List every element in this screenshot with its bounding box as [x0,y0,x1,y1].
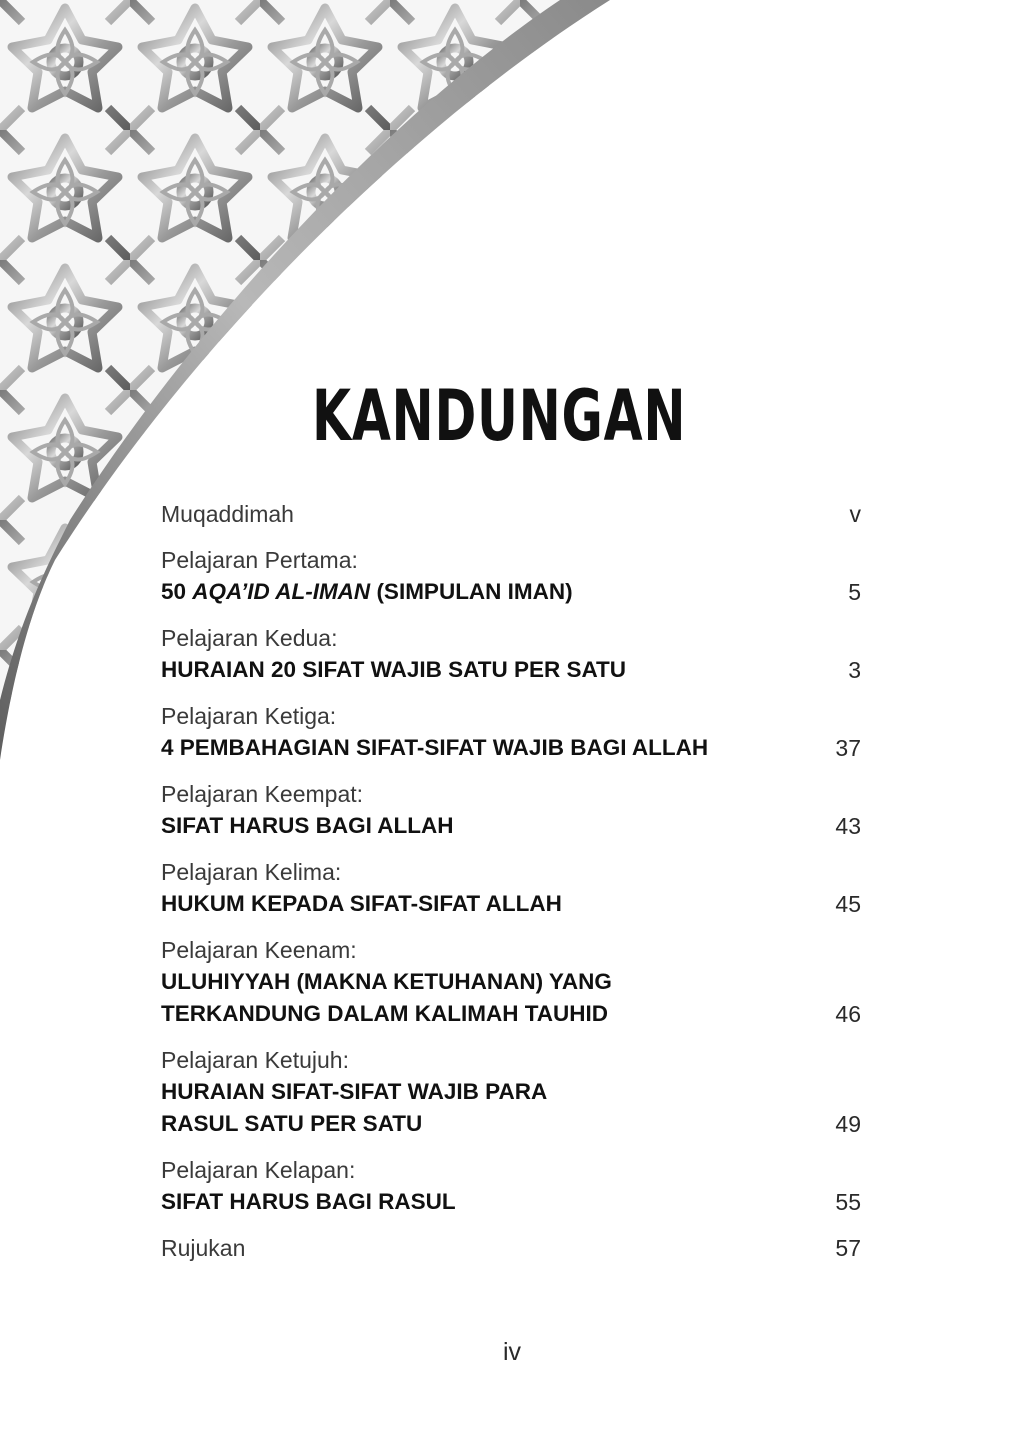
toc-lesson-title [161,1076,781,1140]
table-of-contents [161,498,861,1278]
toc-page-number: 5 [848,579,861,605]
toc-page-number: 45 [835,891,861,917]
toc-title-part: 50 [161,579,193,604]
toc-lesson-title: HUKUM KEPADA SIFAT-SIFAT ALLAH [161,891,562,916]
toc-entry-lesson-8[interactable] [161,1154,861,1218]
toc-lesson-label: Pelajaran Keempat: [161,781,364,807]
toc-title-part: (SIMPULAN IMAN) [370,579,573,604]
toc-page-number: 43 [835,813,861,839]
toc-lesson-label: Pelajaran Kedua: [161,625,338,651]
toc-title-line: ULUHIYYAH (MAKNA KETUHANAN) YANG [161,969,612,994]
page-number-folio: iv [502,1338,522,1366]
toc-lesson-title: HURAIAN 20 SIFAT WAJIB SATU PER SATU [161,657,627,682]
toc-lesson-label: Pelajaran Ketujuh: [161,1047,349,1073]
toc-entry-muqaddimah[interactable] [161,498,861,530]
toc-lesson-title [161,966,781,1030]
toc-entry-lesson-7[interactable] [161,1044,861,1140]
toc-entry-lesson-1[interactable] [161,544,861,608]
toc-lesson-title [161,576,781,608]
toc-lesson-label: Pelajaran Kelima: [161,859,342,885]
toc-entry-lesson-2[interactable] [161,622,861,686]
toc-lesson-title: 4 PEMBAHAGIAN SIFAT-SIFAT WAJIB BAGI ALLAH [161,735,709,760]
toc-title-line: TERKANDUNG DALAM KALIMAH TAUHID [161,1001,609,1026]
toc-lesson-title: SIFAT HARUS BAGI RASUL [161,1189,456,1214]
toc-page-number: 46 [835,1001,861,1027]
toc-lesson-label: Pelajaran Pertama: [161,547,358,573]
toc-lesson-label: Pelajaran Kelapan: [161,1157,356,1183]
toc-entry-label: Muqaddimah [161,501,294,527]
toc-title-line: RASUL SATU PER SATU [161,1111,423,1136]
toc-lesson-label: Pelajaran Ketiga: [161,703,337,729]
toc-page-number: 49 [835,1111,861,1137]
toc-page-number: 55 [835,1189,861,1215]
toc-page-number: 3 [848,657,861,683]
toc-page-number: 37 [835,735,861,761]
toc-lesson-label: Pelajaran Keenam: [161,937,357,963]
toc-title-line: HURAIAN SIFAT-SIFAT WAJIB PARA [161,1079,548,1104]
toc-entry-label: Rujukan [161,1235,246,1261]
toc-page-number: v [849,501,861,527]
toc-page-number: 57 [835,1235,861,1261]
toc-entry-lesson-4[interactable] [161,778,861,842]
toc-title-italic-part: AQA’ID AL-IMAN [192,579,371,604]
toc-entry-lesson-5[interactable] [161,856,861,920]
toc-entry-rujukan[interactable] [161,1232,861,1264]
toc-entry-lesson-3[interactable] [161,700,861,764]
toc-lesson-title: SIFAT HARUS BAGI ALLAH [161,813,454,838]
toc-entry-lesson-6[interactable] [161,934,861,1030]
page-title: KANDUNGAN [312,375,687,457]
